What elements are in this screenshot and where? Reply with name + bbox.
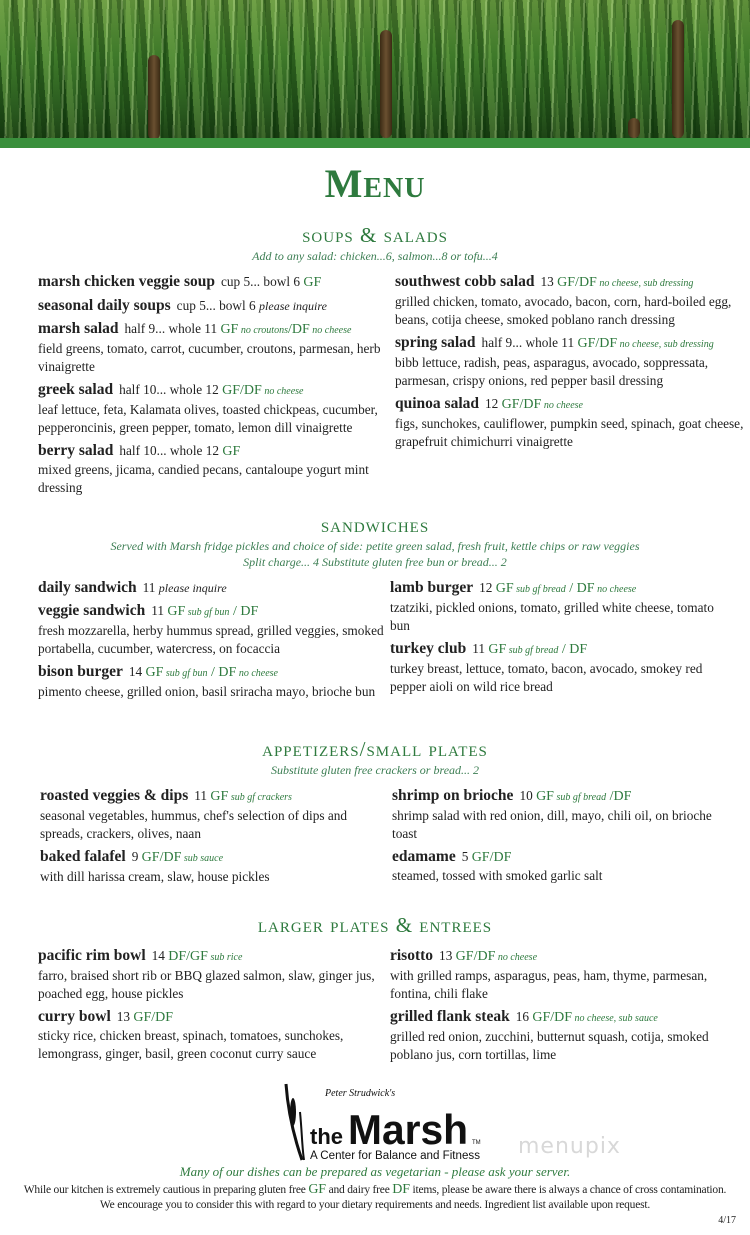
dietary-note: no cheese xyxy=(594,584,637,595)
item-description: figs, sunchokes, cauliflower, pumpkin seed, spinach, goat cheese, grapefruit chimichurri vinaigrette xyxy=(395,416,744,449)
menu-columns xyxy=(0,579,750,706)
item-description: steamed, tossed with smoked garlic salt xyxy=(392,868,603,883)
menu-date: 4/17 xyxy=(718,1215,736,1226)
dietary-tag: GF xyxy=(210,789,229,804)
item-name: shrimp on brioche xyxy=(392,787,514,804)
footer xyxy=(0,1082,750,1233)
item-price: 16 xyxy=(515,1009,529,1024)
dietary-tag: / DF xyxy=(207,665,237,680)
disclaimer-text: While our kitchen is extremely cautious in preparing gluten free xyxy=(23,1184,309,1196)
menu-item xyxy=(38,320,395,376)
menu-item xyxy=(390,579,735,635)
the-marsh-logo xyxy=(280,1082,495,1162)
dietary-tag: GF xyxy=(145,665,164,680)
item-name: turkey club xyxy=(390,640,467,657)
menu-item xyxy=(38,579,390,597)
item-price: 12 xyxy=(485,396,499,411)
dietary-note: no cheese xyxy=(309,325,352,336)
item-name: curry bowl xyxy=(38,1008,111,1025)
menu-section xyxy=(0,736,750,912)
menu-columns xyxy=(0,947,750,1069)
dietary-note: no cheese xyxy=(495,952,538,963)
dietary-note: no cheese xyxy=(236,668,278,679)
menu-column xyxy=(390,579,735,706)
menu-section xyxy=(0,222,750,512)
dietary-tag: GF xyxy=(220,322,239,337)
item-description: with dill harissa cream, slaw, house pickles xyxy=(40,869,270,884)
dietary-tag: /DF xyxy=(287,322,310,337)
dietary-tag: GF xyxy=(536,789,554,804)
item-price: 11 xyxy=(194,788,208,803)
item-description: farro, braised short rib or BBQ glazed salmon, slaw, ginger jus, poached egg, house pickles xyxy=(38,968,375,1001)
item-name: seasonal daily soups xyxy=(38,297,171,314)
gf-label: GF xyxy=(308,1182,326,1197)
disclaimer-text: and dairy free xyxy=(325,1184,393,1196)
item-description: shrimp salad with red onion, dill, mayo, chili oil, on brioche toast xyxy=(392,808,712,841)
item-name: spring salad xyxy=(395,334,476,351)
item-name: grilled flank steak xyxy=(390,1008,510,1025)
dietary-note: sub gf bread xyxy=(506,645,559,656)
menu-title: Menu xyxy=(324,161,426,206)
item-description: sticky rice, chicken breast, spinach, tomatoes, sunchokes, lemongrass, ginger, basil, green coconut curry sauce xyxy=(38,1028,344,1061)
allergen-disclaimer xyxy=(22,1182,728,1213)
menu-column xyxy=(390,947,735,1069)
section-heading: larger plates & entrees xyxy=(257,913,493,937)
menu-section xyxy=(0,512,750,736)
item-price: half 10... whole 12 xyxy=(119,443,220,458)
dietary-note: sub gf crackers xyxy=(228,792,292,803)
item-name: baked falafel xyxy=(40,848,126,865)
dietary-tag: /DF xyxy=(606,789,632,804)
dietary-tag: GF/DF xyxy=(133,1010,174,1025)
menu-item xyxy=(395,334,750,390)
menu-item xyxy=(38,602,390,658)
menu-item xyxy=(390,640,735,696)
dietary-tag: GF xyxy=(167,604,186,619)
dietary-note: sub gf bread xyxy=(553,792,607,803)
watermark: menupix xyxy=(518,1134,621,1159)
item-price: half 9... whole 11 xyxy=(124,321,218,336)
item-name: pacific rim bowl xyxy=(38,947,146,964)
svg-text:the: the xyxy=(310,1124,343,1149)
item-description: field greens, tomato, carrot, cucumber, croutons, parmesan, herb vinaigrette xyxy=(38,341,381,374)
menu-item xyxy=(38,381,395,437)
dietary-tag: GF xyxy=(495,581,514,596)
menu-item xyxy=(395,273,750,329)
item-price: 11 xyxy=(472,641,486,656)
dietary-tag: GF/DF xyxy=(471,850,512,865)
item-name: berry salad xyxy=(38,442,114,459)
svg-text:Peter Strudwick's: Peter Strudwick's xyxy=(325,1088,396,1099)
item-name: marsh chicken veggie soup xyxy=(38,273,215,290)
menu-column xyxy=(38,273,395,502)
menu-column xyxy=(392,787,732,891)
item-price: 5 xyxy=(461,849,469,864)
menu-item xyxy=(38,663,390,701)
menu-column xyxy=(395,273,750,502)
item-price: 13 xyxy=(439,948,453,963)
section-note: Substitute gluten free crackers or bread... 2 xyxy=(270,763,480,777)
item-description: grilled red onion, zucchini, butternut squash, cotija, smoked poblano jus, corn tortillas, lime xyxy=(390,1029,709,1062)
item-price: 11 xyxy=(142,580,156,595)
item-price: 9 xyxy=(131,849,139,864)
section-note: Served with Marsh fridge pickles and choice of side: petite green salad, fresh fruit, kettle chips or raw veggies xyxy=(110,539,640,553)
dietary-note: sub sauce xyxy=(181,853,224,864)
dietary-tag: DF/GF xyxy=(168,949,208,964)
dietary-note: no cheese, sub dressing xyxy=(596,278,694,289)
dietary-tag: GF/DF xyxy=(141,850,182,865)
menu-item xyxy=(390,947,735,1003)
item-description: bibb lettuce, radish, peas, asparagus, avocado, soppressata, parmesan, crispy onions, red pepper basil dressing xyxy=(395,355,709,388)
svg-text:TM: TM xyxy=(472,1140,481,1146)
item-description: with grilled ramps, asparagus, peas, ham, thyme, parmesan, fontina, chili flake xyxy=(390,968,708,1001)
item-name: edamame xyxy=(392,848,456,865)
item-name: bison burger xyxy=(38,663,123,680)
menu-item xyxy=(38,1008,390,1063)
item-price: half 9... whole 11 xyxy=(481,335,575,350)
item-description: turkey breast, lettuce, tomato, bacon, avocado, smokey red pepper aioli on wild rice bread xyxy=(390,661,703,694)
dietary-note: no croutons xyxy=(238,325,288,336)
section-note: Split charge... 4 Substitute gluten free bun or bread... 2 xyxy=(243,555,507,569)
dietary-tag: GF xyxy=(222,444,241,459)
item-description: fresh mozzarella, herby hummus spread, grilled veggies, smoked portabella, cucumber, watercress, on focaccia xyxy=(38,623,384,656)
section-note: Add to any salad: chicken...6, salmon...8 or tofu...4 xyxy=(252,249,498,263)
vegetarian-note: Many of our dishes can be prepared as vegetarian - please ask your server. xyxy=(179,1164,571,1179)
df-label: DF xyxy=(392,1182,410,1197)
item-price: cup 5... bowl 6 xyxy=(220,274,301,289)
dietary-note: no cheese xyxy=(541,400,583,411)
menu-column xyxy=(40,787,392,891)
item-description: leaf lettuce, feta, Kalamata olives, toasted chickpeas, cucumber, pepperoncinis, green pepper, tomato, lemon dill vinaigrette xyxy=(38,402,378,435)
item-name: daily sandwich xyxy=(38,579,137,596)
menu-columns xyxy=(0,273,750,502)
item-price: half 10... whole 12 xyxy=(119,382,219,397)
item-name: lamb burger xyxy=(390,579,474,596)
menu-item xyxy=(392,848,732,885)
menu-item xyxy=(38,442,395,497)
item-name: roasted veggies & dips xyxy=(40,787,189,804)
dietary-note: please inquire xyxy=(259,299,327,313)
menu-column xyxy=(38,947,390,1069)
item-name: risotto xyxy=(390,947,434,964)
dietary-tag: GF/DF xyxy=(577,336,618,351)
dietary-note: no cheese, sub dressing xyxy=(617,339,714,350)
item-price: 13 xyxy=(116,1009,131,1024)
item-name: southwest cobb salad xyxy=(395,273,535,290)
menu-item xyxy=(395,395,750,451)
menu-section xyxy=(0,912,750,1082)
dietary-note: sub rice xyxy=(207,952,243,963)
menu-item xyxy=(38,947,390,1003)
item-name: quinoa salad xyxy=(395,395,480,412)
dietary-note: sub gf bread xyxy=(513,584,566,595)
dietary-tag: GF/DF xyxy=(455,949,496,964)
dietary-note: sub gf bun xyxy=(163,668,208,679)
item-description: seasonal vegetables, hummus, chef's selection of dips and spreads, crackers, olives, naan xyxy=(40,808,348,841)
item-description: pimento cheese, grilled onion, basil sriracha mayo, brioche bun xyxy=(38,684,376,699)
menu-item xyxy=(40,787,392,843)
dietary-tag: GF/DF xyxy=(501,397,542,412)
dietary-tag: / DF xyxy=(229,604,259,619)
menu-sections xyxy=(0,222,750,1082)
svg-text:A Center for Balance and Fitne: A Center for Balance and Fitness xyxy=(310,1150,481,1162)
dietary-tag: GF/DF xyxy=(532,1010,573,1025)
item-price: 14 xyxy=(128,664,143,679)
item-price: 12 xyxy=(479,580,493,595)
item-name: greek salad xyxy=(38,381,114,398)
item-price: 13 xyxy=(540,274,554,289)
svg-text:Marsh: Marsh xyxy=(348,1106,468,1153)
dietary-note: no cheese xyxy=(261,386,304,397)
item-price: 14 xyxy=(151,948,165,963)
item-description: mixed greens, jicama, candied pecans, cantaloupe yogurt mint dressing xyxy=(38,462,369,495)
section-heading: sandwiches xyxy=(320,513,430,537)
disclaimer-text: items, please be aware there is always a chance of cross contamination. We encourage you to consider this with regard to your dietary requirements and needs. Ingredient list available upon request. xyxy=(99,1184,727,1211)
dietary-tag: GF/DF xyxy=(222,383,262,398)
dietary-tag: GF xyxy=(488,642,507,657)
menu-item xyxy=(40,848,392,886)
menu-column xyxy=(38,579,390,706)
dietary-tag: / DF xyxy=(558,642,588,657)
dietary-tag: / DF xyxy=(565,581,595,596)
dietary-tag: GF/DF xyxy=(557,275,597,290)
dietary-tag: GF xyxy=(303,275,322,290)
item-price: 10 xyxy=(519,788,533,803)
item-description: grilled chicken, tomato, avocado, bacon, corn, hard-boiled egg, beans, cotija cheese, smoked poblano ranch dressing xyxy=(395,294,732,327)
item-name: veggie sandwich xyxy=(38,602,146,619)
menu-item xyxy=(38,297,395,315)
item-description: tzatziki, pickled onions, tomato, grilled white cheese, tomato bun xyxy=(390,600,714,633)
dietary-note: sub gf bun xyxy=(185,607,230,618)
section-heading: soups & salads xyxy=(302,223,448,247)
item-price: cup 5... bowl 6 xyxy=(176,298,256,313)
item-price: 11 xyxy=(151,603,165,618)
menu-item xyxy=(392,787,732,843)
menu-item xyxy=(38,273,395,292)
dietary-note: no cheese, sub sauce xyxy=(572,1013,658,1024)
menu-item xyxy=(390,1008,735,1064)
section-heading: appetizers/small plates xyxy=(262,737,488,761)
item-name: marsh salad xyxy=(38,320,119,337)
menu-columns xyxy=(0,787,750,891)
dietary-note: please inquire xyxy=(158,581,227,595)
